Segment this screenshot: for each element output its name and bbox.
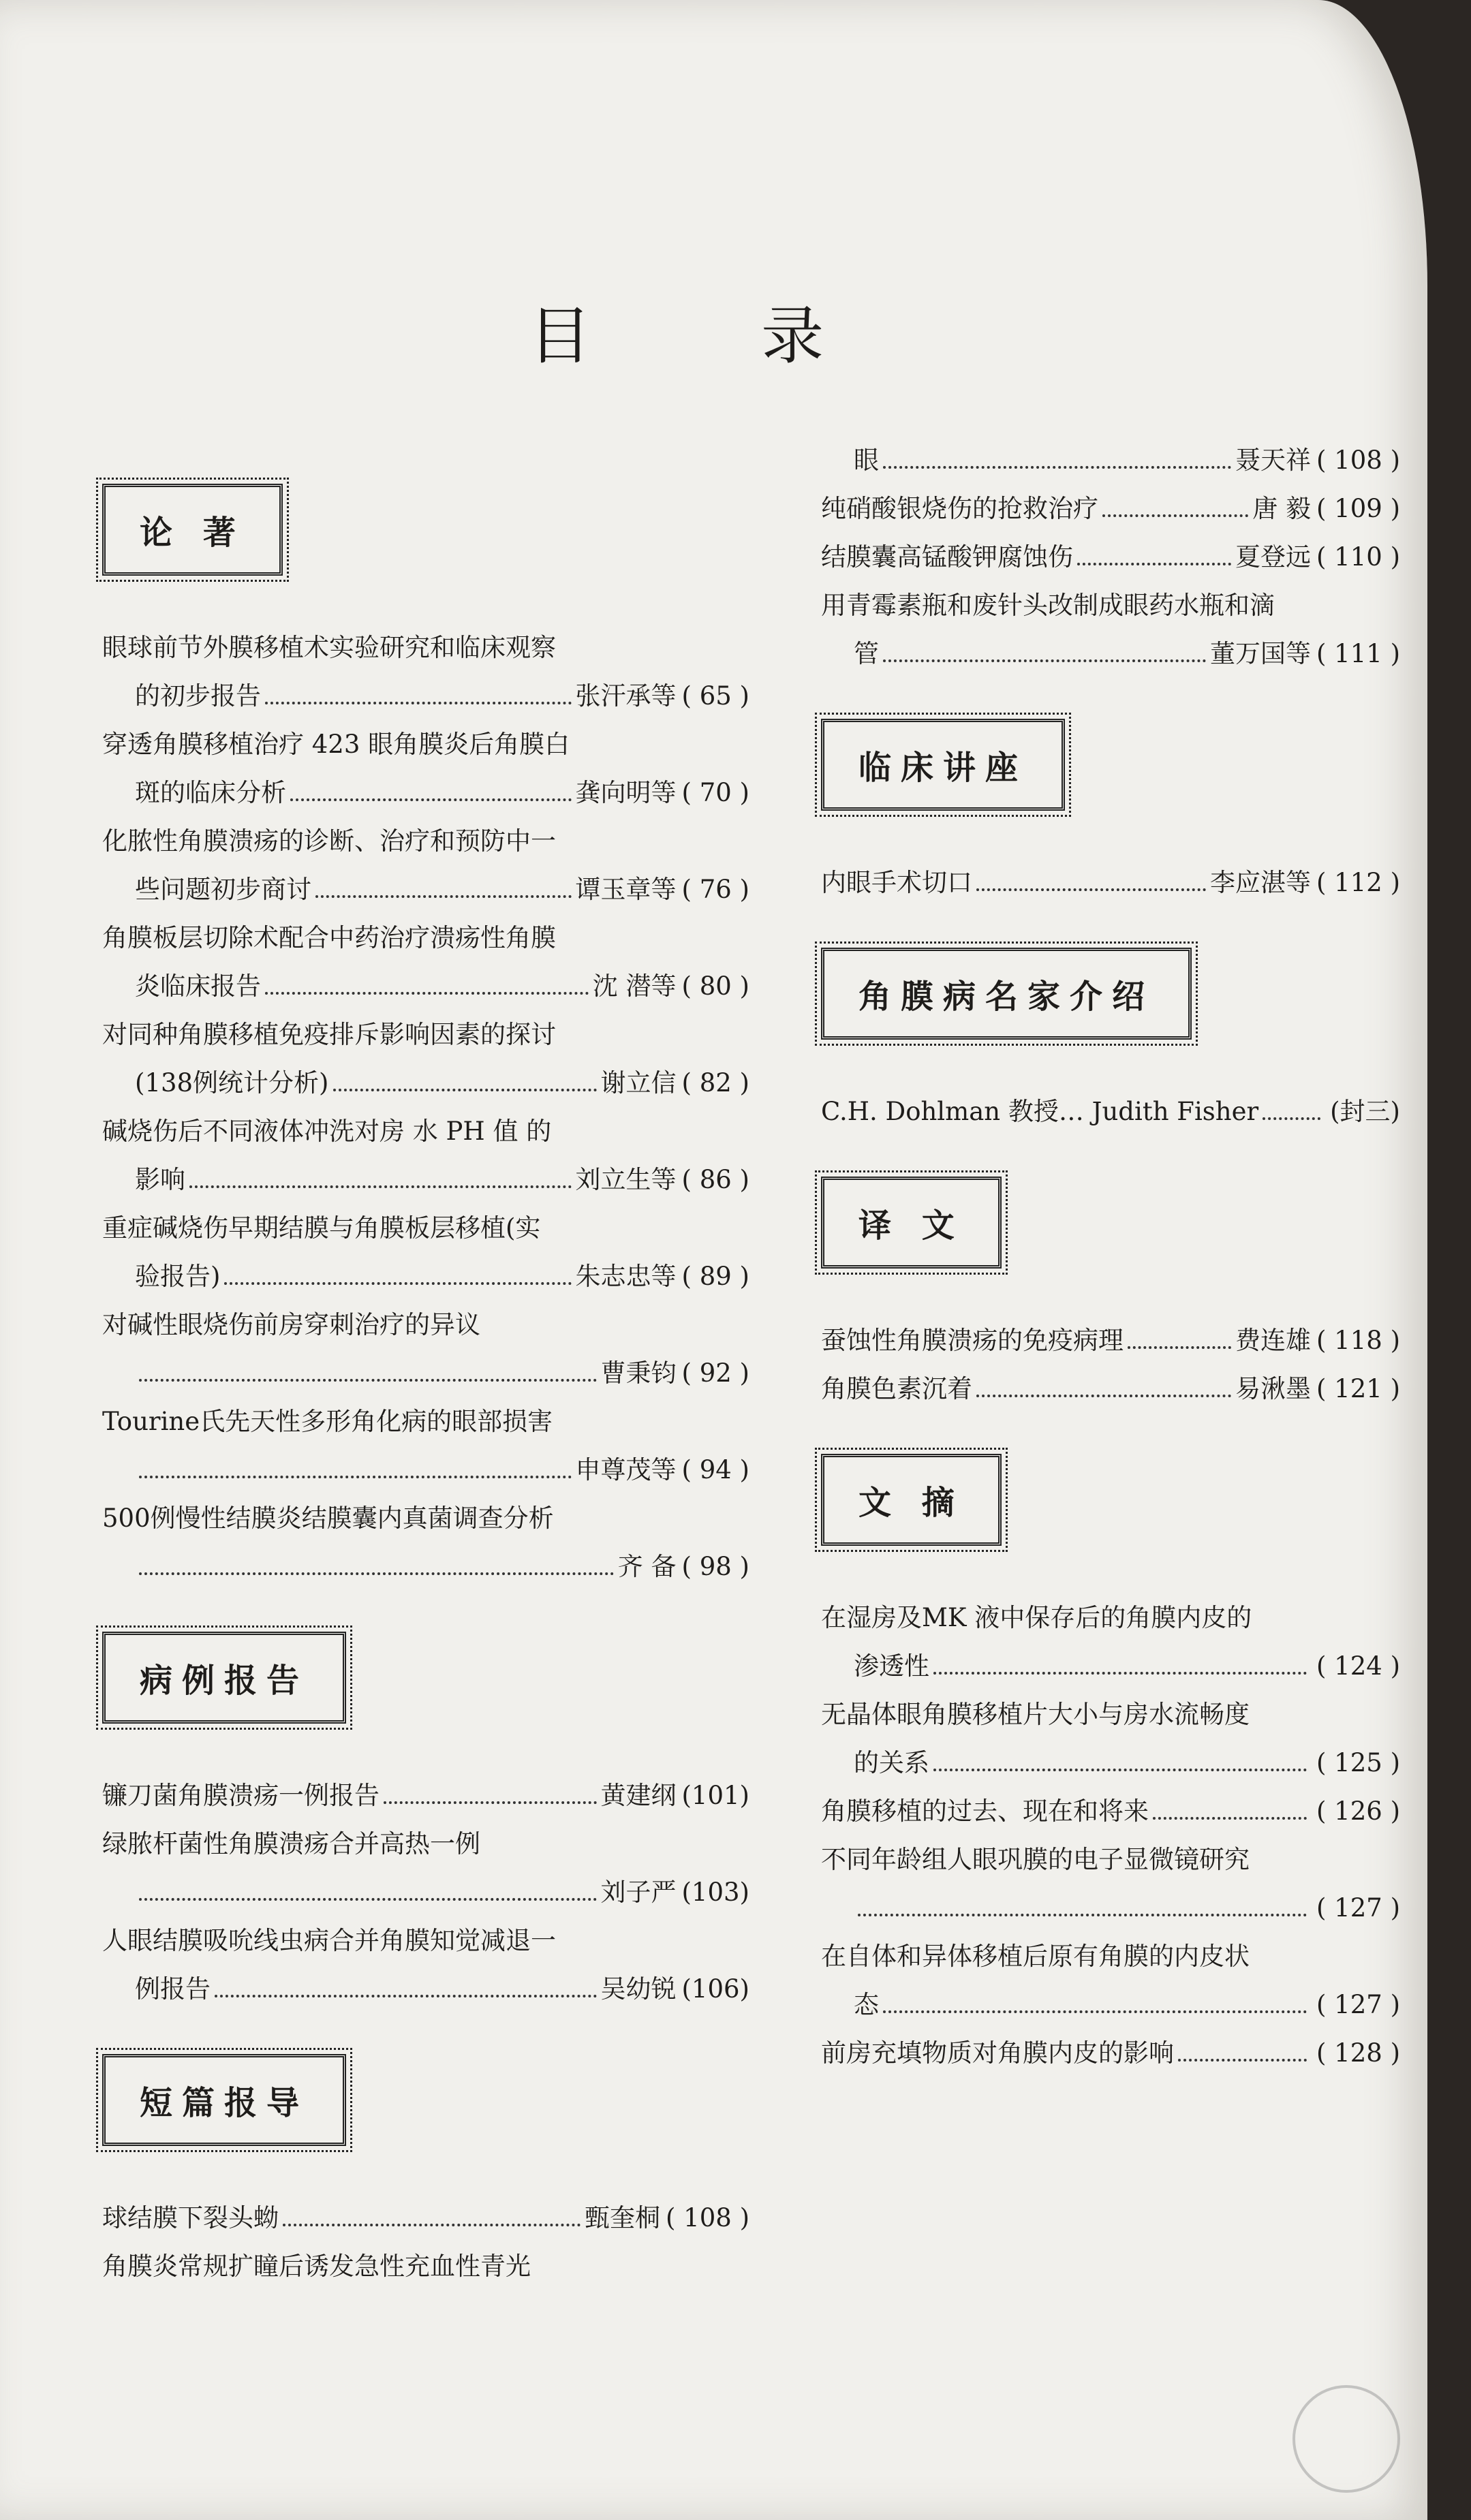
leader-dots [1102,514,1248,517]
entry-title-cont: 态 [854,1990,879,2019]
entry-page: ( 121 ) [1316,1374,1400,1403]
entry-title-cont: 些问题初步商讨 [135,875,311,904]
section-spacer [821,1136,1400,1163]
entry-continuation [102,1252,749,1301]
entry-page: ( 126 ) [1316,1796,1400,1826]
section-header-box [102,484,283,576]
entry-continuation [102,1542,749,1591]
section-header-box [102,2054,346,2146]
toc-entry[interactable] [821,484,1400,533]
entry-title: 蚕蚀性角膜溃疡的免疫病理 [821,1326,1124,1355]
leader-dots [883,466,1231,469]
entry-author: 唐 毅 [1252,494,1311,523]
entry-author: 龚向明等 [575,778,677,807]
leader-dots [215,1995,597,1997]
entry-author: 费连雄 [1235,1326,1311,1355]
entry-line [821,1087,1400,1136]
leader-dots [976,1395,1231,1397]
section-title: 临床讲座 [858,749,1028,787]
entry-continuation [821,1884,1400,1932]
leader-dots [883,659,1206,662]
entry-page: ( 80 ) [681,971,749,1001]
entry-title: 碱烧伤后不同液体冲洗对房 水 PH 值 的 [102,1117,552,1146]
section-spacer [102,1591,749,1618]
entry-title: 穿透角膜移植治疗 423 眼角膜炎后角膜白 [102,730,570,759]
entry-continuation [102,962,749,1010]
entry-author: 刘子严 [600,1878,677,1907]
entry-page: ( 65 ) [681,681,749,711]
entry-author: 朱志忠等 [575,1262,677,1291]
entry-page: ( 70 ) [681,778,749,807]
entry-page: ( 127 ) [1316,1893,1400,1923]
entry-title: 在湿房及MK 液中保存后的角膜内皮的 [821,1603,1252,1632]
entry-continuation [102,1059,749,1107]
entry-page: ( 108 ) [1316,446,1400,475]
entry-title: 化脓性角膜溃疡的诊断、治疗和预防中一 [102,826,556,856]
leader-dots [265,702,572,704]
entry-page: (103) [681,1878,749,1907]
entry-title-cont: 斑的临床分析 [135,778,286,807]
entry-title: 纯硝酸银烧伤的抢救治疗 [821,494,1098,523]
leader-dots [1128,1346,1231,1349]
entry-title: 球结膜下裂头蚴 [102,2203,279,2233]
entry-continuation [821,436,1400,484]
section-header-box [821,948,1192,1040]
leader-dots [139,1572,614,1575]
entry-author: 刘立生等 [575,1165,677,1194]
entry-page: ( 89 ) [681,1262,749,1291]
right-column [821,436,1400,2104]
entry-line [821,1316,1400,1365]
entry-page: ( 98 ) [681,1552,749,1581]
leader-dots [933,1769,1307,1771]
entry-continuation [102,865,749,914]
entry-continuation [102,672,749,720]
toc-entry[interactable] [821,1087,1400,1136]
entry-title: 不同年龄组人眼巩膜的电子显微镜研究 [821,1845,1250,1874]
entry-title: 角膜板层切除术配合中药治疗溃疡性角膜 [102,923,556,952]
leader-dots [139,1476,572,1478]
leader-dots [224,1282,571,1285]
entry-title: 无晶体眼角膜移植片大小与房水流畅度 [821,1700,1250,1729]
toc-entry[interactable] [102,2242,749,2290]
entry-continuation [821,1642,1400,1690]
entry-continuation [821,1980,1400,2029]
entry-author: 张汗承等 [575,681,677,711]
toc-entry[interactable] [821,436,1400,484]
section-spacer [821,907,1400,934]
entry-title-cont: 的初步报告 [135,681,261,711]
toc-entry[interactable] [821,533,1400,581]
entry-title: 500例慢性结膜炎结膜囊内真菌调查分析 [102,1504,554,1533]
entry-line [102,2194,749,2242]
entry-continuation [821,629,1400,678]
toc-entry[interactable] [102,1301,749,1397]
toc-entry[interactable] [102,1397,749,1494]
entry-page: ( 109 ) [1316,494,1400,523]
entry-line [821,1365,1400,1413]
leader-dots [1263,1117,1320,1120]
entry-page: ( 82 ) [681,1068,749,1098]
entry-continuation [102,1868,749,1916]
entry-page: ( 118 ) [1316,1326,1400,1355]
entry-page: ( 94 ) [681,1455,749,1484]
entry-author: 易湫墨 [1235,1374,1311,1403]
entry-title: 角膜移植的过去、现在和将来 [821,1796,1149,1826]
entry-page: ( 112 ) [1316,868,1400,897]
entry-author: 董万国等 [1209,639,1311,668]
toc-entry[interactable] [102,720,749,817]
leader-dots [976,888,1206,891]
entry-line [102,1771,749,1820]
leader-dots [883,2010,1307,2013]
entry-line [821,484,1400,533]
toc-entry[interactable] [102,1494,749,1591]
toc-entry[interactable] [821,858,1400,907]
entry-title: C.H. Dohlman 教授… Judith Fisher [821,1097,1259,1126]
entry-title: 在自体和异体移植后原有角膜的内皮状 [821,1942,1250,1971]
entry-title: 眼球前节外膜移植术实验研究和临床观察 [102,633,556,662]
entry-author: 申尊茂等 [575,1455,677,1484]
entry-page: (106) [681,1974,749,2004]
section-spacer [821,1413,1400,1440]
entry-title: 人眼结膜吸吮线虫病合并角膜知觉减退一 [102,1926,556,1955]
entry-author: 聂天祥 [1235,446,1311,475]
entry-author: 沈 潜等 [592,971,677,1001]
section-header-box [821,1177,1002,1269]
entry-author: 李应湛等 [1209,868,1311,897]
page-title: 目 录 [528,300,899,373]
leader-dots [1077,563,1231,565]
section-header-box [102,1632,346,1724]
entry-continuation [821,1739,1400,1787]
section-spacer [821,678,1400,705]
watermark-seal [1292,2385,1400,2493]
entry-author: 谭玉章等 [575,875,677,904]
entry-page: ( 124 ) [1316,1651,1400,1681]
entry-title: 前房充填物质对角膜内皮的影响 [821,2038,1174,2068]
entry-author: 吴幼锐 [600,1974,677,2004]
section-title: 短篇报导 [140,2084,309,2122]
toc-entry[interactable] [821,1690,1400,1787]
toc-entry[interactable] [102,1204,749,1301]
leader-dots [858,1914,1307,1916]
entry-page: ( 111 ) [1316,639,1400,668]
toc-entry[interactable] [102,914,749,1010]
entry-page: ( 125 ) [1316,1748,1400,1777]
entry-title-cont: 渗透性 [854,1651,929,1681]
section-title: 论 著 [140,514,245,552]
entry-author: 黄建纲 [600,1781,677,1810]
toc-entry[interactable] [821,1365,1400,1413]
toc-entry[interactable] [102,1916,749,2013]
section-title: 角膜病名家介绍 [858,978,1155,1016]
toc-entry[interactable] [821,1316,1400,1365]
entry-title-cont: 例报告 [135,1974,211,2004]
entry-page: ( 127 ) [1316,1990,1400,2019]
entry-title: 绿脓杆菌性角膜溃疡合并高热一例 [102,1829,480,1858]
entry-author: 甄奎桐 [584,2203,660,2233]
entry-page: ( 76 ) [681,875,749,904]
toc-entry[interactable] [821,1932,1400,2029]
toc-entry[interactable] [821,1593,1400,1690]
entry-title-cont: 管 [854,639,879,668]
entry-line [821,533,1400,581]
toc-entry[interactable] [102,623,749,720]
entry-continuation [102,1446,749,1494]
entry-author: 齐 备 [617,1552,677,1581]
toc-entry[interactable] [102,1820,749,1916]
entry-author: 夏登远 [1235,542,1311,572]
section-title: 译 文 [858,1207,964,1245]
leader-dots [189,1185,572,1188]
toc-entry[interactable] [821,2029,1400,2077]
entry-title-cont: (138例统计分析) [135,1068,329,1098]
entry-continuation [102,1155,749,1204]
entry-title-cont: 验报告) [135,1262,221,1291]
entry-page: ( 110 ) [1316,542,1400,572]
leader-dots [139,1898,597,1901]
leader-dots [1153,1817,1307,1820]
entry-author: 谢立信 [600,1068,677,1098]
section-spacer [821,2077,1400,2104]
leader-dots [290,798,572,801]
entry-line [821,858,1400,907]
entry-page: ( 92 ) [681,1358,749,1388]
entry-title: 重症碱烧伤早期结膜与角膜板层移植(实 [102,1213,541,1243]
leader-dots [1178,2059,1307,2062]
section-spacer [102,2290,749,2318]
entry-continuation [102,1965,749,2013]
toc-entry[interactable] [821,1787,1400,1835]
section-header-box [821,1454,1002,1546]
leader-dots [283,2224,580,2226]
section-spacer [102,2013,749,2040]
section-title: 病例报告 [140,1662,309,1700]
leader-dots [265,992,589,995]
entry-title: 内眼手术切口 [821,868,972,897]
entry-title-cont: 眼 [854,446,879,475]
entry-title: Tourine氏先天性多形角化病的眼部损害 [102,1407,553,1436]
entry-page: (封三) [1330,1097,1400,1126]
entry-title: 角膜色素沉着 [821,1374,972,1403]
entry-continuation [102,768,749,817]
entry-continuation [102,1349,749,1397]
toc-entry[interactable] [102,1010,749,1107]
leader-dots [933,1672,1307,1675]
entry-title: 角膜炎常规扩瞳后诱发急性充血性青光 [102,2252,531,2281]
entry-title-cont: 炎临床报告 [135,971,261,1001]
entry-page: (101) [681,1781,749,1810]
entry-page: ( 108 ) [665,2203,749,2233]
entry-page: ( 128 ) [1316,2038,1400,2068]
entry-line [821,1787,1400,1835]
entry-title: 用青霉素瓶和废针头改制成眼药水瓶和滴 [821,591,1275,620]
toc-entry[interactable] [821,1835,1400,1932]
leader-dots [333,1089,597,1091]
toc-entry[interactable] [102,817,749,914]
entry-title: 镰刀菌角膜溃疡一例报告 [102,1781,380,1810]
entry-page: ( 86 ) [681,1165,749,1194]
section-header-box [821,719,1065,811]
toc-entry[interactable] [102,2194,749,2242]
section-title: 文 摘 [858,1484,964,1522]
entry-title: 结膜囊高锰酸钾腐蚀伤 [821,542,1073,572]
toc-entry[interactable] [102,1107,749,1204]
left-column [102,470,749,2318]
entry-author: 曹秉钧 [600,1358,677,1388]
entry-title-cont: 影响 [135,1165,185,1194]
toc-entry[interactable] [821,581,1400,678]
entry-line [821,2029,1400,2077]
entry-title-cont: 的关系 [854,1748,929,1777]
entry-title: 对同种角膜移植免疫排斥影响因素的探讨 [102,1020,556,1049]
leader-dots [384,1801,597,1804]
leader-dots [139,1379,597,1382]
toc-entry[interactable] [102,1771,749,1820]
entry-title: 对碱性眼烧伤前房穿刺治疗的异议 [102,1310,480,1339]
leader-dots [315,895,572,898]
